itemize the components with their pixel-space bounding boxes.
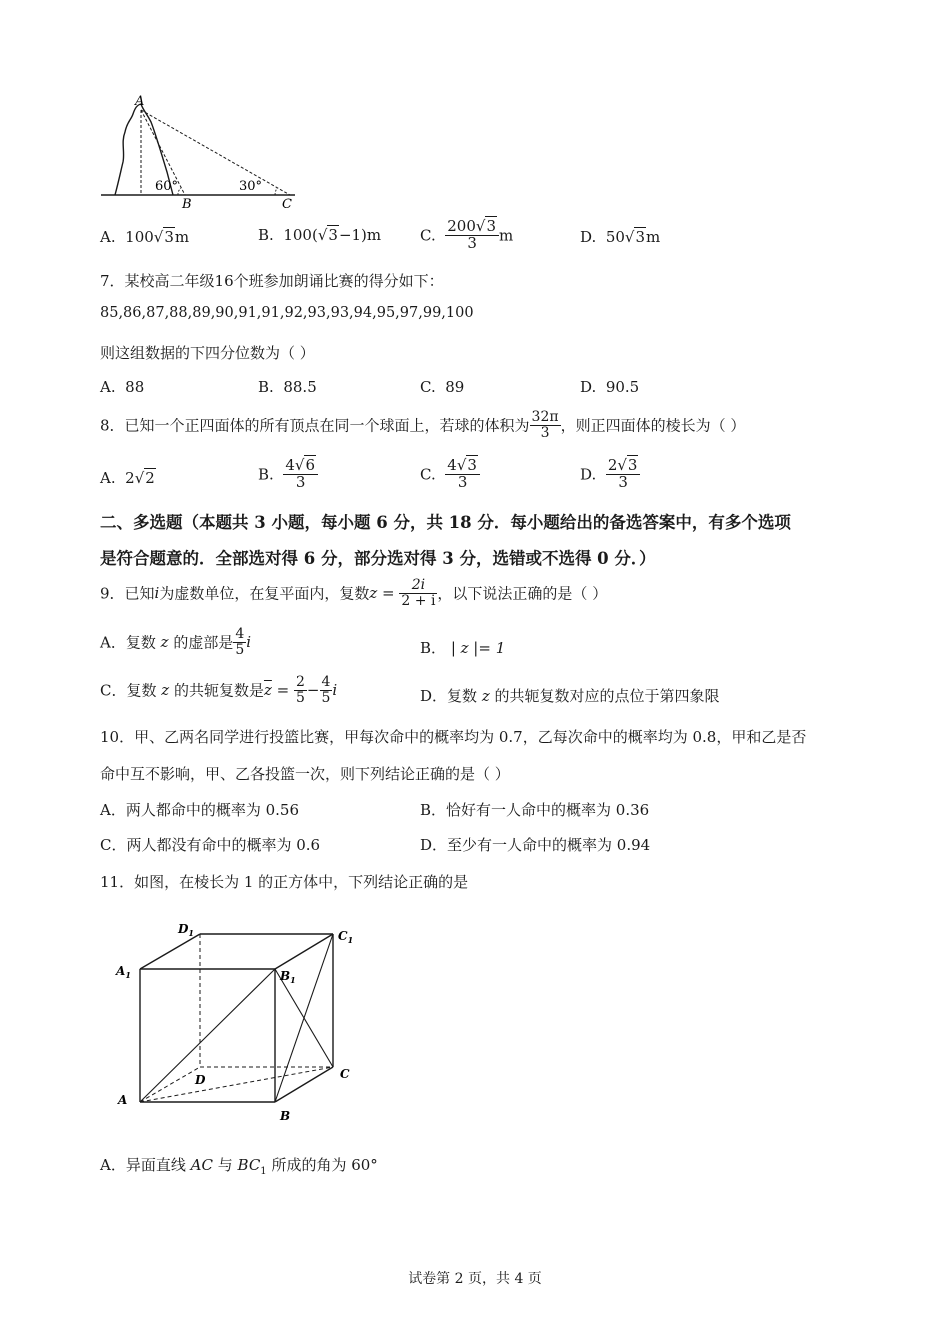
q6-option-b: B. 100(√3−1)m (258, 226, 382, 244)
q9-stem: 9．已知i为虚数单位，在复平面内，复数z = $\frac{2i}{2 + i}$ ，以下说法正确的是（ ） (100, 577, 608, 609)
label-D: D (195, 1073, 206, 1087)
cube-figure (110, 912, 370, 1132)
q8-option-d: D. $\frac{2√3}{3}$ (580, 458, 640, 491)
q10-option-d: D．至少有一人命中的概率为 0.94 (420, 836, 651, 854)
q6-option-a: A. 100√3m (100, 228, 190, 246)
q9-option-b: B． | z |= 1 (420, 639, 506, 657)
q10-option-a: A．两人都命中的概率为 0.56 (100, 801, 300, 819)
section2-header-line2: 是符合题意的．全部选对得 6 分，部分选对得 3 分，选错或不选得 0 分．） (100, 549, 656, 568)
q9-option-c: C．复数 z 的共轭复数是$\overline{z}$ = $\frac{2}{5}$ − $\frac{4}{5}$ i (100, 674, 338, 706)
q11-stem: 11．如图，在棱长为 1 的正方体中，下列结论正确的是 (100, 873, 469, 891)
q7-question: 则这组数据的下四分位数为（ ） (100, 344, 315, 362)
label-A: A (135, 94, 145, 109)
q10-option-c: C．两人都没有命中的概率为 0.6 (100, 836, 321, 854)
q7-option-a: A. 88 (100, 378, 145, 396)
label-B: B (280, 1109, 291, 1123)
q8-option-b: B. $\frac{4√6}{3}$ (258, 458, 318, 491)
label-B: B (182, 197, 192, 210)
q6-option-c: C. $\frac{200√3}{3}$ m (420, 217, 514, 252)
label-C1: $C_1$ (338, 929, 354, 945)
q7-option-c: C. 89 (420, 378, 465, 396)
q10-stem-line1: 10．甲、乙两名同学进行投篮比赛，甲每次命中的概率均为 0.7，乙每次命中的概率均为 0.8，甲和乙是否 (100, 728, 807, 746)
q9-option-a: A．复数 z 的虚部是 $\frac{4}{5}$ i (100, 626, 252, 658)
label-B1: $B_1$ (280, 969, 296, 985)
section2-header-line1: 二、多选题（本题共 3 小题，每小题 6 分，共 18 分．每小题给出的备选答案中，有多个选项 (100, 513, 791, 532)
q7-option-b: B. 88.5 (258, 378, 317, 396)
label-A: A (118, 1093, 128, 1107)
label-C: C (282, 197, 292, 210)
q11-option-a: A．异面直线 AC 与 $BC_1$ 所成的角为 60° (100, 1156, 378, 1177)
q10-stem-line2: 命中互不影响，甲、乙各投篮一次，则下列结论正确的是（ ） (100, 765, 510, 783)
q8-option-c: C. $\frac{4√3}{3}$ (420, 458, 480, 491)
q8-option-a: A. 2√2 (100, 469, 155, 487)
q7-data: 85,86,87,88,89,90,91,91,92,93,93,94,95,97,99,100 (100, 305, 474, 321)
mountain-figure (95, 92, 305, 210)
q9-option-d: D．复数 z 的共轭复数对应的点位于第四象限 (420, 687, 720, 705)
q10-option-b: B．恰好有一人命中的概率为 0.36 (420, 801, 650, 819)
q8-stem: 8．已知一个正四面体的所有顶点在同一个球面上，若球的体积为 $\frac{32\pi}{3}$ ，则正四面体的棱长为（ ） (100, 409, 746, 441)
q6-option-d: D. 50√3m (580, 228, 661, 246)
label-30: 30° (239, 179, 263, 194)
q7-option-d: D. 90.5 (580, 378, 640, 396)
label-D1: $D_1$ (178, 922, 194, 938)
label-A1: $A_1$ (116, 964, 131, 980)
label-60: 60° (155, 179, 179, 194)
page-footer: 试卷第 2 页，共 4 页 (408, 1271, 542, 1287)
q7-stem: 7．某校高二年级16个班参加朗诵比赛的得分如下： (100, 272, 444, 290)
label-C: C (340, 1067, 350, 1081)
